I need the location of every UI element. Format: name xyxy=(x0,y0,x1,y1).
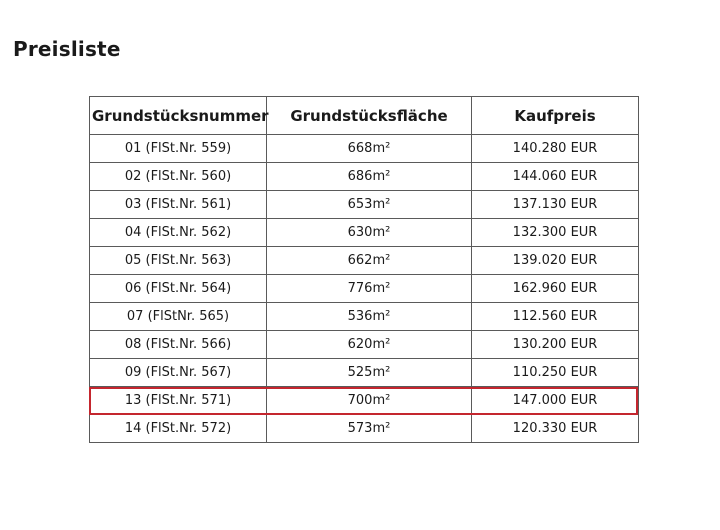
plot-number-cell: 05 (FlSt.Nr. 563) xyxy=(90,247,267,275)
column-header-plot-area: Grundstücksfläche xyxy=(267,97,472,135)
plot-number-cell: 07 (FlStNr. 565) xyxy=(90,303,267,331)
column-header-plot-number: Grundstücksnummer xyxy=(90,97,267,135)
plot-area-cell: 662m² xyxy=(267,247,472,275)
plot-area-cell: 620m² xyxy=(267,331,472,359)
price-cell: 137.130 EUR xyxy=(472,191,639,219)
plot-number-cell: 09 (FlSt.Nr. 567) xyxy=(90,359,267,387)
plot-area-cell: 573m² xyxy=(267,415,472,443)
table-row xyxy=(90,415,639,443)
table-row xyxy=(90,275,639,303)
page-title: Preisliste xyxy=(13,37,121,61)
plot-number-cell: 02 (FlSt.Nr. 560) xyxy=(90,163,267,191)
plot-area-cell: 686m² xyxy=(267,163,472,191)
plot-number-cell: 01 (FlSt.Nr. 559) xyxy=(90,135,267,163)
price-cell: 110.250 EUR xyxy=(472,359,639,387)
plot-number-cell: 14 (FlSt.Nr. 572) xyxy=(90,415,267,443)
table-row xyxy=(90,331,639,359)
plot-number-cell: 13 (FlSt.Nr. 571) xyxy=(90,387,267,415)
price-cell: 120.330 EUR xyxy=(472,415,639,443)
price-cell: 132.300 EUR xyxy=(472,219,639,247)
plot-area-cell: 776m² xyxy=(267,275,472,303)
table-header-row xyxy=(90,97,639,135)
plot-number-cell: 08 (FlSt.Nr. 566) xyxy=(90,331,267,359)
price-cell: 130.200 EUR xyxy=(472,331,639,359)
plot-area-cell: 668m² xyxy=(267,135,472,163)
price-table xyxy=(89,96,639,443)
price-cell: 139.020 EUR xyxy=(472,247,639,275)
plot-number-cell: 03 (FlSt.Nr. 561) xyxy=(90,191,267,219)
price-cell: 162.960 EUR xyxy=(472,275,639,303)
table-row xyxy=(90,135,639,163)
table-row-highlighted xyxy=(90,387,639,415)
price-cell: 140.280 EUR xyxy=(472,135,639,163)
price-cell: 147.000 EUR xyxy=(472,387,639,415)
plot-area-cell: 700m² xyxy=(267,387,472,415)
column-header-price: Kaufpreis xyxy=(472,97,639,135)
table-row xyxy=(90,303,639,331)
plot-number-cell: 04 (FlSt.Nr. 562) xyxy=(90,219,267,247)
price-cell: 144.060 EUR xyxy=(472,163,639,191)
table-row xyxy=(90,247,639,275)
price-cell: 112.560 EUR xyxy=(472,303,639,331)
plot-area-cell: 525m² xyxy=(267,359,472,387)
table-row xyxy=(90,163,639,191)
plot-area-cell: 630m² xyxy=(267,219,472,247)
table-row xyxy=(90,359,639,387)
table-row xyxy=(90,191,639,219)
table-row xyxy=(90,219,639,247)
plot-number-cell: 06 (FlSt.Nr. 564) xyxy=(90,275,267,303)
plot-area-cell: 536m² xyxy=(267,303,472,331)
plot-area-cell: 653m² xyxy=(267,191,472,219)
